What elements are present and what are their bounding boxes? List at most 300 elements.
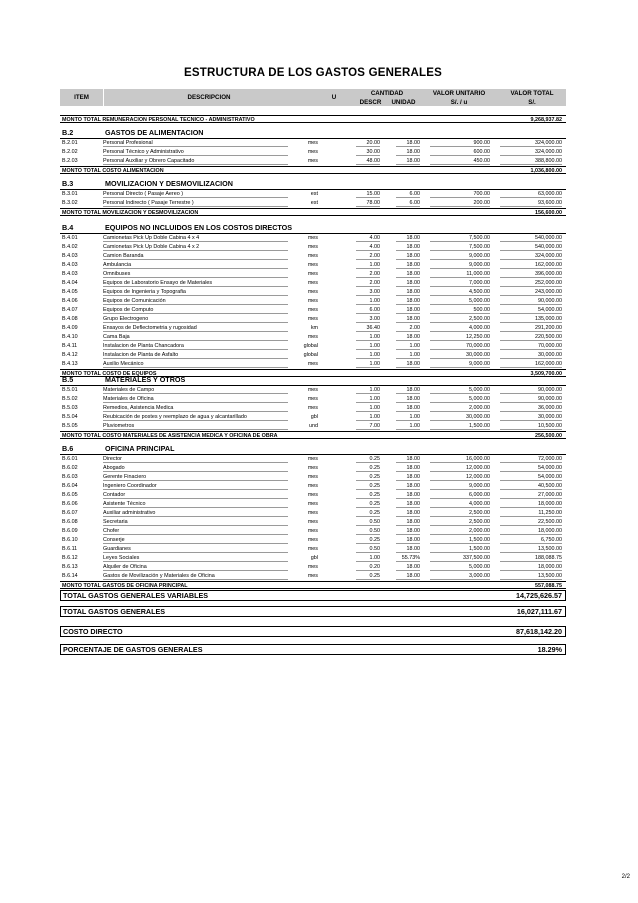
item-code: B.2.01 [62, 140, 78, 146]
item-unit: gbl [310, 555, 318, 561]
item-total-value: 90,000.00 [538, 396, 562, 402]
table-row [60, 536, 566, 545]
item-duration: 18.00 [406, 262, 420, 268]
table-row [60, 554, 566, 563]
item-quantity: 30.00 [366, 149, 380, 155]
section-name: GASTOS DE ALIMENTACION [105, 128, 204, 137]
item-unit-value: 2,500.00 [469, 519, 490, 525]
section-total-label: MONTO TOTAL GASTOS DE OFICINA PRINCIPAL [62, 583, 188, 589]
header-cantidad: CANTIDAD [354, 89, 420, 98]
item-unit: mes [307, 564, 318, 570]
item-duration: 18.00 [406, 316, 420, 322]
item-code: B.2.02 [62, 149, 78, 155]
item-code: B.5.04 [62, 414, 78, 420]
item-code: B.4.03 [62, 262, 78, 268]
summary-value: 87,618,142.20 [516, 627, 562, 636]
item-total-value: 70,000.00 [538, 343, 562, 349]
item-quantity: 1.00 [369, 414, 380, 420]
row-underline [103, 543, 288, 544]
item-quantity: 1.00 [369, 361, 380, 367]
item-code: B.6.11 [62, 546, 78, 552]
section-total-row [60, 166, 566, 174]
table-row [60, 500, 566, 509]
item-unit: mes [307, 289, 318, 295]
item-total-value: 13,500.00 [538, 546, 562, 552]
item-unit: mes [307, 361, 318, 367]
item-quantity: 3.00 [369, 316, 380, 322]
summary-row [60, 606, 566, 617]
item-unit-value: 1,500.00 [469, 423, 490, 429]
item-unit-value: 30,000.00 [466, 352, 490, 358]
item-total-value: 324,000.00 [535, 149, 562, 155]
item-code: B.4.01 [62, 235, 78, 241]
item-duration: 18.00 [406, 361, 420, 367]
item-unit-value: 2,500.00 [469, 510, 490, 516]
page-title: ESTRUCTURA DE LOS GASTOS GENERALES [184, 67, 442, 79]
item-unit: mes [307, 140, 318, 146]
section-title [60, 178, 566, 190]
item-unit: mes [307, 405, 318, 411]
item-duration: 2.00 [409, 325, 420, 331]
item-quantity: 0.25 [369, 573, 380, 579]
item-unit: mes [307, 334, 318, 340]
item-description: Ambulancia [103, 262, 132, 268]
item-unit: mes [307, 316, 318, 322]
section-name: EQUIPOS NO INCLUIDOS EN LOS COSTOS DIRECTOS [105, 223, 293, 232]
item-duration: 18.00 [406, 573, 420, 579]
item-code: B.4.08 [62, 316, 78, 322]
section-total-label: MONTO TOTAL MOVILIZACION Y DESMOVILIZACION [62, 210, 199, 216]
table-row [60, 509, 566, 518]
item-quantity: 0.50 [369, 546, 380, 552]
item-duration: 18.00 [406, 492, 420, 498]
item-unit-value: 12,000.00 [466, 474, 490, 480]
section-code: B.5 [62, 375, 74, 384]
item-unit-value: 2,500.00 [469, 316, 490, 322]
item-total-value: 162,000.00 [535, 262, 562, 268]
table-row [60, 518, 566, 527]
item-quantity: 1.00 [369, 343, 380, 349]
header-descr: DESCR [354, 98, 387, 106]
table-row [60, 422, 566, 431]
item-unit: mes [307, 519, 318, 525]
item-unit: mes [307, 492, 318, 498]
section-title [60, 222, 566, 234]
item-unit: mes [307, 235, 318, 241]
item-description: Leyes Sociales [103, 555, 140, 561]
item-description: Equipos de Computo [103, 307, 154, 313]
section-code: B.6 [62, 444, 74, 453]
item-quantity: 1.00 [369, 405, 380, 411]
item-unit: global [303, 352, 318, 358]
section-total-value: 1,036,800.00 [530, 168, 562, 174]
row-underline [103, 462, 288, 463]
item-code: B.5.01 [62, 387, 78, 393]
item-unit: est [310, 191, 318, 197]
section-total-value: 256,500.00 [535, 433, 562, 439]
summary-label: COSTO DIRECTO [63, 627, 123, 636]
item-unit: und [309, 423, 318, 429]
item-quantity: 48.00 [366, 158, 380, 164]
table-row [60, 455, 566, 464]
table-row [60, 545, 566, 554]
table-row [60, 464, 566, 473]
item-code: B.4.10 [62, 334, 78, 340]
item-duration: 6.00 [409, 200, 420, 206]
section-total-row [60, 581, 566, 589]
item-description: Materiales de Oficina [103, 396, 154, 402]
section-total-value: 557,088.75 [535, 583, 562, 589]
item-total-value: 30,000.00 [538, 414, 562, 420]
section-code: B.3 [62, 179, 74, 188]
item-description: Conserje [103, 537, 125, 543]
item-code: B.4.02 [62, 244, 78, 250]
item-code: B.4.12 [62, 352, 78, 358]
item-description: Chofer [103, 528, 120, 534]
item-description: Equipos de Laboratorio Ensayo de Materiales [103, 280, 213, 286]
item-unit: global [303, 343, 318, 349]
item-unit-value: 700.00 [473, 191, 490, 197]
item-duration: 18.00 [406, 519, 420, 525]
item-duration: 1.00 [409, 414, 420, 420]
item-total-value: 54,000.00 [538, 474, 562, 480]
item-total-value: 63,000.00 [538, 191, 562, 197]
item-duration: 18.00 [406, 334, 420, 340]
item-duration: 18.00 [406, 289, 420, 295]
item-total-value: 18,000.00 [538, 564, 562, 570]
row-underline [103, 534, 288, 535]
table-row [60, 199, 566, 208]
item-unit-value: 4,500.00 [469, 289, 490, 295]
item-unit-value: 12,250.00 [466, 334, 490, 340]
item-total-value: 6,750.00 [541, 537, 562, 543]
item-total-value: 396,000.00 [535, 271, 562, 277]
item-code: B.6.13 [62, 564, 78, 570]
section-title [60, 374, 566, 386]
item-total-value: 135,000.00 [535, 316, 562, 322]
item-quantity: 4.00 [369, 235, 380, 241]
page-number: 2/2 [621, 874, 630, 880]
item-description: Remedios, Asistencia Medica [103, 405, 174, 411]
item-duration: 18.00 [406, 528, 420, 534]
table-row [60, 482, 566, 491]
item-duration: 18.00 [406, 501, 420, 507]
item-duration: 55.73% [401, 555, 420, 561]
item-total-value: 54,000.00 [538, 465, 562, 471]
item-unit-value: 7,000.00 [469, 280, 490, 286]
item-unit: mes [307, 501, 318, 507]
item-quantity: 0.25 [369, 537, 380, 543]
item-unit: mes [307, 510, 318, 516]
item-description: Cama Baja [103, 334, 130, 340]
table-row [60, 234, 566, 243]
item-code: B.6.03 [62, 474, 78, 480]
item-unit-value: 5,000.00 [469, 387, 490, 393]
item-quantity: 0.25 [369, 474, 380, 480]
item-quantity: 4.00 [369, 244, 380, 250]
item-description: Instalacion de Planta Chancadora [103, 343, 184, 349]
item-description: Ingeniero Coordinador [103, 483, 157, 489]
row-underline [103, 525, 288, 526]
item-total-value: 252,000.00 [535, 280, 562, 286]
item-total-value: 291,200.00 [535, 325, 562, 331]
item-quantity: 3.00 [369, 289, 380, 295]
item-unit: mes [307, 456, 318, 462]
item-total-value: 243,000.00 [535, 289, 562, 295]
item-duration: 1.00 [409, 352, 420, 358]
header-item: ITEM [60, 89, 104, 106]
section-total-label: MONTO TOTAL COSTO DE EQUIPOS [62, 371, 157, 377]
item-unit-value: 1,500.00 [469, 537, 490, 543]
item-unit-value: 16,000.00 [466, 456, 490, 462]
item-duration: 18.00 [406, 387, 420, 393]
item-code: B.4.06 [62, 298, 78, 304]
item-code: B.6.09 [62, 528, 78, 534]
item-duration: 18.00 [406, 510, 420, 516]
item-unit: est [310, 200, 318, 206]
table-row [60, 243, 566, 252]
item-quantity: 0.25 [369, 501, 380, 507]
item-quantity: 7.00 [369, 423, 380, 429]
item-quantity: 0.25 [369, 483, 380, 489]
item-quantity: 15.00 [366, 191, 380, 197]
table-row [60, 351, 566, 360]
header-valor-total: VALOR TOTAL [498, 89, 566, 98]
item-total-value: 90,000.00 [538, 298, 562, 304]
item-unit: mes [307, 537, 318, 543]
item-code: B.6.07 [62, 510, 78, 516]
item-total-value: 540,000.00 [535, 235, 562, 241]
item-quantity: 2.00 [369, 271, 380, 277]
item-description: Instalacion de Planta de Asfalto [103, 352, 179, 358]
item-code: B.5.05 [62, 423, 78, 429]
section-code: B.2 [62, 128, 74, 137]
top-total-label: MONTO TOTAL REMUNERACION PERSONAL TECNICO - ADMINISTRATIVO [62, 117, 255, 123]
item-code: B.6.12 [62, 555, 78, 561]
section-name: MATERIALES Y OTROS [105, 375, 186, 384]
table-row [60, 395, 566, 404]
item-code: B.4.11 [62, 343, 78, 349]
item-unit-value: 5,000.00 [469, 564, 490, 570]
item-total-value: 18,000.00 [538, 528, 562, 534]
summary-row [60, 644, 566, 655]
item-unit-value: 3,000.00 [469, 573, 490, 579]
item-code: B.2.03 [62, 158, 78, 164]
item-unit-value: 7,500.00 [469, 235, 490, 241]
table-row [60, 190, 566, 199]
item-description: Personal Directo ( Pasaje Aereo ) [103, 191, 183, 197]
item-unit-value: 600.00 [473, 149, 490, 155]
item-quantity: 6.00 [369, 307, 380, 313]
item-description: Asistente Técnico [103, 501, 146, 507]
item-unit-value: 30,000.00 [466, 414, 490, 420]
item-description: Camionetas Pick Up Doble Cabina 4 x 2 [103, 244, 200, 250]
summary-label: PORCENTAJE DE GASTOS GENERALES [63, 645, 203, 654]
item-description: Gerente Finaciero [103, 474, 147, 480]
item-total-value: 324,000.00 [535, 253, 562, 259]
header-u: U [314, 89, 354, 106]
item-unit: mes [307, 280, 318, 286]
row-underline [103, 498, 288, 499]
table-row [60, 306, 566, 315]
summary-row [60, 626, 566, 637]
table-row [60, 491, 566, 500]
item-quantity: 2.00 [369, 253, 380, 259]
item-code: B.4.03 [62, 253, 78, 259]
section-total-row [60, 208, 566, 216]
item-unit: mes [307, 573, 318, 579]
item-unit-value: 900.00 [473, 140, 490, 146]
item-unit: mes [307, 465, 318, 471]
item-total-value: 388,800.00 [535, 158, 562, 164]
table-row [60, 324, 566, 333]
item-unit-value: 500.00 [473, 307, 490, 313]
item-code: B.6.08 [62, 519, 78, 525]
table-row [60, 315, 566, 324]
header-unidad: UNIDAD [387, 98, 420, 106]
item-unit-value: 6,000.00 [469, 492, 490, 498]
item-code: B.4.03 [62, 271, 78, 277]
item-total-value: 54,000.00 [538, 307, 562, 313]
item-unit: mes [307, 244, 318, 250]
table-row [60, 360, 566, 369]
section-total-row [60, 431, 566, 439]
item-duration: 18.00 [406, 537, 420, 543]
item-duration: 18.00 [406, 280, 420, 286]
summary-value: 16,027,111.67 [516, 607, 562, 616]
table-row [60, 288, 566, 297]
item-unit-value: 5,000.00 [469, 396, 490, 402]
item-unit: mes [307, 262, 318, 268]
item-code: B.3.02 [62, 200, 78, 206]
section-code: B.4 [62, 223, 74, 232]
table-row [60, 139, 566, 148]
item-unit: mes [307, 253, 318, 259]
item-unit-value: 9,000.00 [469, 253, 490, 259]
section-title [60, 443, 566, 455]
item-total-value: 27,000.00 [538, 492, 562, 498]
table-row [60, 297, 566, 306]
item-quantity: 1.00 [369, 396, 380, 402]
table-row [60, 252, 566, 261]
item-code: B.6.02 [62, 465, 78, 471]
item-quantity: 0.50 [369, 528, 380, 534]
item-unit-value: 5,000.00 [469, 298, 490, 304]
item-description: Contador [103, 492, 126, 498]
item-unit-value: 9,000.00 [469, 262, 490, 268]
item-total-value: 540,000.00 [535, 244, 562, 250]
section-total-label: MONTO TOTAL COSTO ALIMENTACION [62, 168, 164, 174]
item-quantity: 0.50 [369, 519, 380, 525]
item-quantity: 0.25 [369, 456, 380, 462]
item-duration: 18.00 [406, 158, 420, 164]
item-unit-value: 4,000.00 [469, 501, 490, 507]
item-duration: 18.00 [406, 474, 420, 480]
table-row [60, 342, 566, 351]
item-unit: gbl [310, 414, 318, 420]
table-row [60, 563, 566, 572]
summary-label: TOTAL GASTOS GENERALES [63, 607, 166, 616]
item-duration: 18.00 [406, 307, 420, 313]
item-duration: 18.00 [406, 405, 420, 411]
item-description: Omnibuses [103, 271, 131, 277]
item-description: Ensayos de Deflectometria y rugosidad [103, 325, 197, 331]
table-row [60, 413, 566, 422]
item-total-value: 90,000.00 [538, 387, 562, 393]
item-unit-value: 2,000.00 [469, 528, 490, 534]
item-description: Materiales de Campo [103, 387, 155, 393]
item-total-value: 188,088.75 [535, 555, 562, 561]
item-unit-value: 12,000.00 [466, 465, 490, 471]
item-total-value: 18,000.00 [538, 501, 562, 507]
item-total-value: 40,500.00 [538, 483, 562, 489]
item-description: Guardianes [103, 546, 131, 552]
top-total-value: 9,268,937.82 [530, 117, 562, 123]
section-name: OFICINA PRINCIPAL [105, 444, 175, 453]
item-unit: mes [307, 149, 318, 155]
item-duration: 18.00 [406, 253, 420, 259]
item-description: Camion Baranda [103, 253, 144, 259]
table-row [60, 527, 566, 536]
table-row [60, 572, 566, 581]
item-duration: 18.00 [406, 456, 420, 462]
item-description: Auxiliar administrativo [103, 510, 156, 516]
item-duration: 18.00 [406, 140, 420, 146]
item-unit-value: 450.00 [473, 158, 490, 164]
table-row [60, 261, 566, 270]
summary-label: TOTAL GASTOS GENERALES VARIABLES [63, 591, 209, 600]
section-total-label: MONTO TOTAL COSTO MATERIALES DE ASISTENCIA MEDICA Y OFICINA DE OBRA [62, 433, 278, 439]
item-duration: 18.00 [406, 465, 420, 471]
section-name: MOVILIZACION Y DESMOVILIZACION [105, 179, 233, 188]
item-unit-value: 337,500.00 [463, 555, 490, 561]
item-code: B.4.09 [62, 325, 78, 331]
header-descripcion: DESCRIPCION [104, 89, 314, 106]
item-quantity: 2.00 [369, 280, 380, 286]
item-quantity: 1.00 [369, 334, 380, 340]
item-unit: mes [307, 396, 318, 402]
item-description: Equipos de Comunicación [103, 298, 166, 304]
item-quantity: 78.00 [366, 200, 380, 206]
item-total-value: 162,000.00 [535, 361, 562, 367]
header-valor-unitario-unit: S/. / u [420, 98, 498, 106]
item-unit-value: 9,000.00 [469, 361, 490, 367]
section-title [60, 127, 566, 139]
item-description: Personal Profesional [103, 140, 153, 146]
item-unit: mes [307, 528, 318, 534]
item-quantity: 1.00 [369, 262, 380, 268]
item-description: Pluviometros [103, 423, 135, 429]
item-quantity: 1.00 [369, 298, 380, 304]
item-unit: mes [307, 387, 318, 393]
table-header [60, 89, 566, 115]
item-unit-value: 9,000.00 [469, 483, 490, 489]
item-unit: km [310, 325, 318, 331]
section-total-value: 3,509,700.00 [530, 371, 562, 377]
item-code: B.5.02 [62, 396, 78, 402]
item-total-value: 30,000.00 [538, 352, 562, 358]
item-unit: mes [307, 474, 318, 480]
item-description: Secretaria [103, 519, 128, 525]
item-code: B.4.07 [62, 307, 78, 313]
item-code: B.6.04 [62, 483, 78, 489]
summary-row [60, 590, 566, 601]
item-description: Grupo Electrogeno [103, 316, 149, 322]
summary-value: 14,725,626.57 [516, 591, 562, 600]
item-duration: 18.00 [406, 546, 420, 552]
item-total-value: 10,500.00 [538, 423, 562, 429]
header-valor-total-unit: S/. [498, 98, 566, 106]
